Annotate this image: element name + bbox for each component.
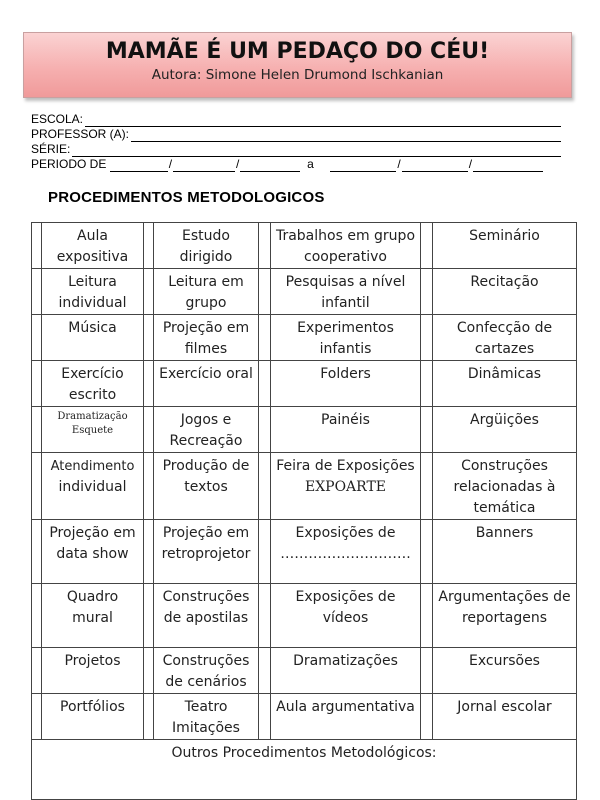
- checkbox-cell[interactable]: [259, 407, 271, 453]
- procedure-cell: Estudo dirigido: [154, 223, 259, 269]
- checkbox-cell[interactable]: [144, 520, 154, 584]
- checkbox-cell[interactable]: [421, 269, 433, 315]
- professor-field[interactable]: [131, 131, 561, 142]
- procedure-cell: Argüições: [433, 407, 577, 453]
- procedure-cell: Exposições de vídeos: [271, 584, 421, 648]
- checkbox-cell[interactable]: [32, 520, 42, 584]
- procedure-text: Atendimento: [50, 459, 135, 474]
- checkbox-cell[interactable]: [144, 584, 154, 648]
- procedure-cell: Projeção em filmes: [154, 315, 259, 361]
- document-title: MAMÃE É UM PEDAÇO DO CÉU!: [105, 39, 490, 64]
- checkbox-cell[interactable]: [32, 694, 42, 740]
- procedure-cell: Quadro mural: [42, 584, 144, 648]
- table-row: [32, 453, 577, 520]
- checkbox-cell[interactable]: [259, 223, 271, 269]
- periodo-row: [31, 157, 561, 172]
- table-row: [32, 361, 577, 407]
- procedures-table: [31, 222, 577, 800]
- checkbox-cell[interactable]: [421, 584, 433, 648]
- title-banner: [23, 32, 572, 98]
- date-slash: /: [468, 157, 473, 171]
- checkbox-cell[interactable]: [421, 223, 433, 269]
- checkbox-cell[interactable]: [144, 694, 154, 740]
- checkbox-cell[interactable]: [144, 648, 154, 694]
- professor-row: [31, 127, 561, 142]
- procedure-cell: Leitura em grupo: [154, 269, 259, 315]
- procedure-text: Imitações: [172, 720, 240, 736]
- periodo-start-month-field[interactable]: [173, 161, 235, 172]
- table-row: [32, 407, 577, 453]
- procedure-cell: Leitura individual: [42, 269, 144, 315]
- procedure-cell: Construções de cenários: [154, 648, 259, 694]
- date-slash: /: [168, 157, 173, 171]
- procedure-cell: Dinâmicas: [433, 361, 577, 407]
- checkbox-cell[interactable]: [32, 407, 42, 453]
- checkbox-cell[interactable]: [259, 584, 271, 648]
- procedure-text: Esquete: [71, 425, 114, 436]
- periodo-end-year-field[interactable]: [473, 161, 543, 172]
- procedure-cell: Jogos e Recreação: [154, 407, 259, 453]
- procedure-cell: [42, 453, 144, 520]
- procedure-cell: Aula expositiva: [42, 223, 144, 269]
- author-line: Autora: Simone Helen Drumond Ischkanian: [151, 67, 444, 83]
- checkbox-cell[interactable]: [144, 407, 154, 453]
- checkbox-cell[interactable]: [259, 269, 271, 315]
- checkbox-cell[interactable]: [259, 361, 271, 407]
- procedure-cell: Projeção em data show: [42, 520, 144, 584]
- procedure-cell: Folders: [271, 361, 421, 407]
- checkbox-cell[interactable]: [421, 407, 433, 453]
- checkbox-cell[interactable]: [32, 453, 42, 520]
- periodo-end-month-field[interactable]: [402, 161, 468, 172]
- serie-row: [31, 142, 561, 157]
- table-row: [32, 315, 577, 361]
- procedure-cell: [154, 694, 259, 740]
- header-form: [31, 112, 561, 172]
- procedure-cell: Construções de apostilas: [154, 584, 259, 648]
- procedure-cell: Construções relacionadas à temática: [433, 453, 577, 520]
- others-label: Outros Procedimentos Metodológicos:: [171, 745, 437, 761]
- procedure-cell: Jornal escolar: [433, 694, 577, 740]
- procedure-cell: Trabalhos em grupo cooperativo: [271, 223, 421, 269]
- procedure-text: Feira de Exposições: [276, 458, 415, 474]
- section-title: PROCEDIMENTOS METODOLOGICOS: [48, 189, 325, 206]
- checkbox-cell[interactable]: [259, 694, 271, 740]
- table-row: [32, 694, 577, 740]
- checkbox-cell[interactable]: [32, 584, 42, 648]
- procedure-cell: Painéis: [271, 407, 421, 453]
- procedure-cell: Seminário: [433, 223, 577, 269]
- checkbox-cell[interactable]: [421, 694, 433, 740]
- procedure-cell: Recitação: [433, 269, 577, 315]
- table-row: [32, 269, 577, 315]
- date-slash: /: [236, 157, 240, 171]
- checkbox-cell[interactable]: [259, 315, 271, 361]
- checkbox-cell[interactable]: [144, 361, 154, 407]
- checkbox-cell[interactable]: [421, 520, 433, 584]
- procedure-text: Dramatização: [57, 411, 128, 422]
- checkbox-cell[interactable]: [144, 315, 154, 361]
- procedure-cell: Música: [42, 315, 144, 361]
- checkbox-cell[interactable]: [259, 648, 271, 694]
- procedure-cell: Exercício oral: [154, 361, 259, 407]
- procedure-cell: Dramatizações: [271, 648, 421, 694]
- procedure-cell: Banners: [433, 520, 577, 584]
- procedure-text: EXPOARTE: [304, 479, 387, 495]
- others-row: [32, 740, 577, 800]
- procedure-text: Teatro: [184, 699, 228, 715]
- checkbox-cell[interactable]: [421, 361, 433, 407]
- checkbox-cell[interactable]: [421, 648, 433, 694]
- date-slash: /: [397, 157, 401, 171]
- checkbox-cell[interactable]: [144, 223, 154, 269]
- procedure-cell: Excursões: [433, 648, 577, 694]
- serie-label: SÉRIE:: [31, 142, 71, 156]
- table-row: [32, 584, 577, 648]
- procedure-cell: Produção de textos: [154, 453, 259, 520]
- periodo-start-year-field[interactable]: [240, 161, 300, 172]
- table-row: [32, 223, 577, 269]
- checkbox-cell[interactable]: [421, 453, 433, 520]
- procedure-cell: Experimentos infantis: [271, 315, 421, 361]
- periodo-start-day-field[interactable]: [110, 161, 168, 172]
- periodo-label: PERIODO DE: [31, 157, 107, 171]
- procedure-dots: ……………………….: [280, 546, 411, 562]
- checkbox-cell[interactable]: [32, 269, 42, 315]
- escola-label: ESCOLA:: [31, 112, 84, 126]
- procedure-cell: Exercício escrito: [42, 361, 144, 407]
- table-row: [32, 520, 577, 584]
- procedure-cell: Argumentações de reportagens: [433, 584, 577, 648]
- professor-label: PROFESSOR (A):: [31, 127, 130, 141]
- procedure-cell: [42, 407, 144, 453]
- checkbox-cell[interactable]: [32, 223, 42, 269]
- checkbox-cell[interactable]: [144, 269, 154, 315]
- table-row: [32, 648, 577, 694]
- checkbox-cell[interactable]: [32, 315, 42, 361]
- procedure-cell: Pesquisas a nível infantil: [271, 269, 421, 315]
- periodo-a-label: a: [307, 157, 314, 171]
- procedure-cell: Projeção em retroprojetor: [154, 520, 259, 584]
- procedure-cell: Portfólios: [42, 694, 144, 740]
- escola-field[interactable]: [85, 116, 561, 127]
- procedure-cell: Confecção de cartazes: [433, 315, 577, 361]
- checkbox-cell[interactable]: [32, 361, 42, 407]
- checkbox-cell[interactable]: [259, 520, 271, 584]
- serie-field[interactable]: [72, 146, 561, 157]
- others-cell[interactable]: [32, 740, 577, 800]
- checkbox-cell[interactable]: [144, 453, 154, 520]
- checkbox-cell[interactable]: [32, 648, 42, 694]
- procedure-cell: Projetos: [42, 648, 144, 694]
- procedure-text: individual: [58, 479, 127, 495]
- checkbox-cell[interactable]: [421, 315, 433, 361]
- escola-row: [31, 112, 561, 127]
- checkbox-cell[interactable]: [259, 453, 271, 520]
- procedure-cell: Aula argumentativa: [271, 694, 421, 740]
- procedure-cell: [271, 520, 421, 584]
- procedure-text: Exposições de: [295, 525, 396, 541]
- procedure-cell: [271, 453, 421, 520]
- periodo-end-day-field[interactable]: [330, 161, 396, 172]
